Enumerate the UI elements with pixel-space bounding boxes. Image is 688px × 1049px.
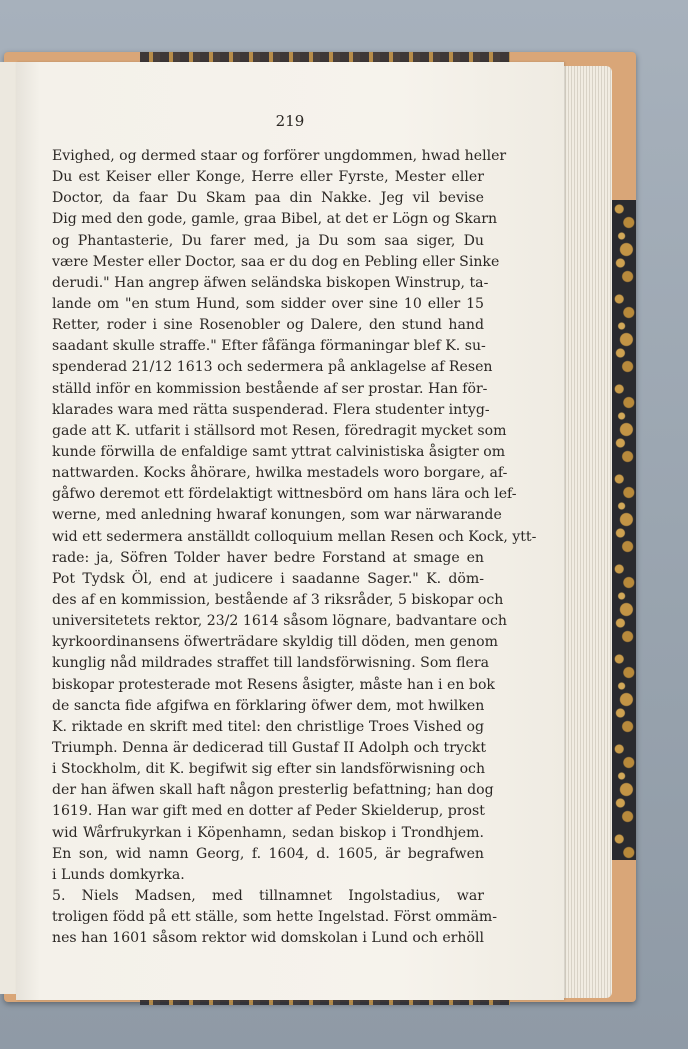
text-line: biskopar protesterade mot Resens åsigter, måste han i en bok	[52, 676, 495, 693]
book-page	[16, 62, 564, 1000]
text-line: rade: ja, Söfren Tolder haver bedre Forstand at smage en	[52, 549, 484, 566]
page-number: 219	[275, 112, 305, 130]
text-line: Pot Tydsk Öl, end at judicere i saadanne Sager." K. döm-	[52, 570, 484, 587]
page-stack-edge	[560, 66, 612, 998]
text-line: universitetets rektor, 23/2 1614 såsom lögnare, badvantare och	[52, 613, 507, 630]
text-line: 1619. Han war gift med en dotter af Peder Skielderup, prost	[52, 803, 485, 820]
text-line: i Lunds domkyrka.	[52, 866, 185, 883]
marbled-board	[612, 200, 636, 860]
text-line: i Stockholm, dit K. begifwit sig efter sin landsförwisning och	[52, 761, 486, 778]
marbled-edge-top	[140, 52, 510, 62]
text-line: K. riktade en skrift med titel: den christlige Troes Vished og	[52, 718, 484, 735]
text-line: gåfwo deremot ett fördelaktigt wittnesbörd om hans lära och lef-	[52, 486, 517, 503]
text-line: kunde förwilla de enfaldige samt yttrat calvinistiska åsigter om	[52, 443, 506, 460]
text-line: de sancta fide afgifwa en förklaring öfwer dem, mot hwilken	[52, 697, 485, 714]
text-line: kunglig nåd mildrades straffet till landsförwisning. Som flera	[52, 655, 490, 672]
text-line: være Mester eller Doctor, saa er du dog en Pebling eller Sinke	[52, 253, 500, 270]
text-line: wid Wårfrukyrkan i Köpenhamn, sedan biskop i Trondhjem.	[52, 824, 484, 841]
text-line: Dig med den gode, gamle, graa Bibel, at det er Lögn og Skarn	[52, 211, 498, 228]
text-line: lande om "en stum Hund, som sidder over sine 10 eller 15	[52, 295, 484, 312]
text-line: der han äfwen skall haft någon presterlig befattning; han dog	[52, 782, 494, 799]
text-line: kyrkoordinansens öfwerträdare skyldig till döden, men genom	[52, 634, 498, 651]
text-line: des af en kommission, bestående af 3 riksråder, 5 biskopar och	[52, 591, 504, 608]
text-line: gade att K. utfarit i ställsord mot Resen, föredragit mycket som	[52, 422, 507, 439]
body-text	[52, 146, 537, 949]
text-line: Doctor, da faar Du Skam paa din Nakke. Jeg vil bevise	[52, 190, 484, 207]
text-line: klarades wara med rätta suspenderad. Flera studenter intyg-	[52, 401, 490, 418]
text-line: troligen född på ett ställe, som hette Ingelstad. Först ommäm-	[52, 909, 497, 926]
text-line: Triumph. Denna är dedicerad till Gustaf II Adolph och tryckt	[52, 739, 486, 756]
text-line: ställd inför en kommission bestående af ser prostar. Han för-	[52, 380, 488, 397]
text-line: werne, med anledning hwaraf konungen, som war närwarande	[52, 507, 502, 524]
text-line: wid ett sedermera anställdt colloquium mellan Resen och Kock, ytt-	[52, 528, 537, 545]
text-line: saadant skulle straffe." Efter fåfänga förmaningar blef K. su-	[52, 338, 486, 355]
left-page-edge	[0, 62, 17, 994]
text-line: nes han 1601 såsom rektor wid domskolan i Lund och erhöll	[52, 930, 484, 947]
text-line: Du est Keiser eller Konge, Herre eller Fyrste, Mester eller	[52, 169, 484, 186]
text-line: nattwarden. Kocks åhörare, hwilka mestadels woro borgare, af-	[52, 465, 508, 482]
text-line: og Phantasterie, Du farer med, ja Du som saa siger, Du	[52, 232, 484, 249]
text-line: derudi." Han angrep äfwen seländska biskopen Winstrup, ta-	[52, 274, 489, 291]
text-line: 5. Niels Madsen, med tillnamnet Ingolstadius, war	[52, 887, 484, 904]
text-line: Retter, roder i sine Rosenobler og Dalere, den stund hand	[52, 317, 484, 334]
text-line: spenderad 21/12 1613 och sedermera på anklagelse af Resen	[52, 359, 493, 376]
text-line: En son, wid namn Georg, f. 1604, d. 1605, är begrafwen	[52, 845, 484, 862]
text-line: Evighed, og dermed staar og forförer ungdommen, hwad heller	[52, 148, 507, 164]
